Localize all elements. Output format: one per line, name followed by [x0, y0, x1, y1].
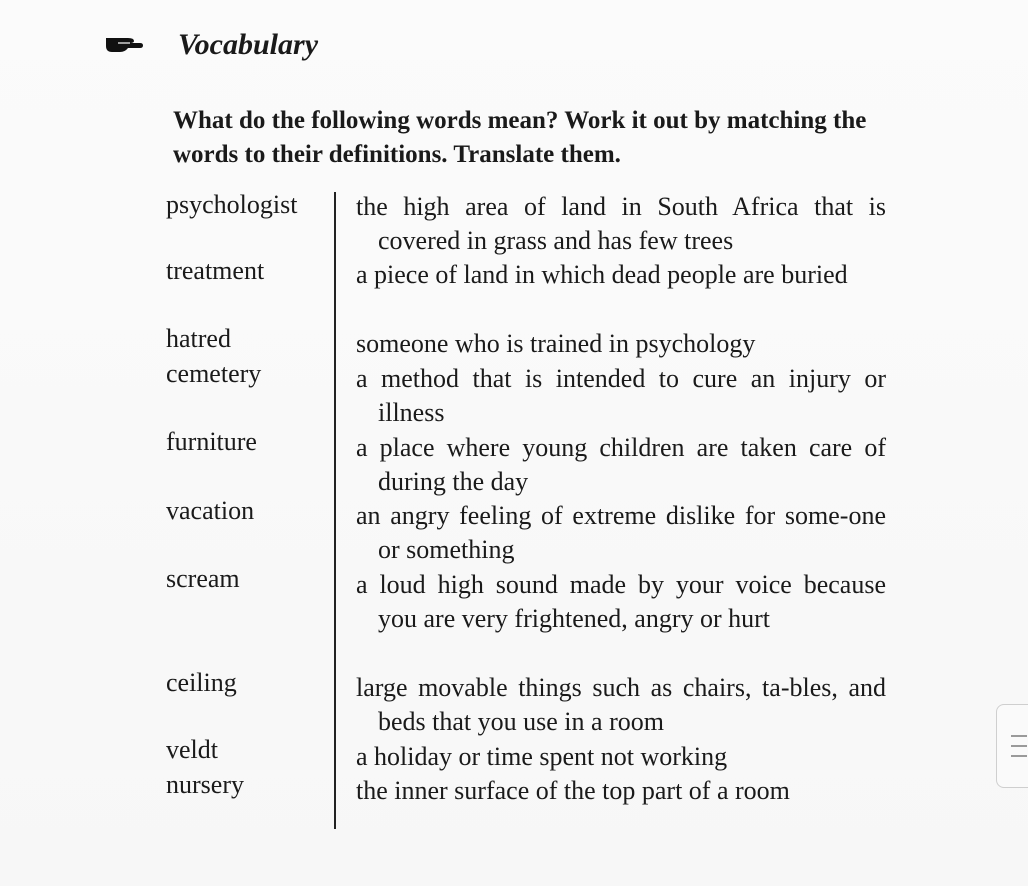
word-item: veldt	[166, 735, 218, 764]
word-item: nursery	[166, 770, 244, 799]
word-item: furniture	[166, 427, 257, 456]
definition-item: a piece of land in which dead people are buried	[356, 260, 848, 289]
word-item: scream	[166, 564, 240, 593]
definition-item: the high area of land in South Africa that is covered in grass and has few trees	[356, 192, 886, 255]
word-item: treatment	[166, 256, 265, 285]
word-item: psychologist	[166, 190, 298, 219]
word-item: vacation	[166, 496, 255, 525]
word-item: hatred	[166, 324, 231, 353]
definition-item: large movable things such as chairs, ta-bles, and beds that you use in a room	[356, 673, 886, 736]
definition-item: a loud high sound made by your voice because you are very frightened, angry or hurt	[356, 570, 886, 633]
definition-item: the inner surface of the top part of a room	[356, 776, 790, 805]
definition-item: a holiday or time spent not working	[356, 742, 728, 771]
instructions-text: What do the following words mean? Work it out by matching the words to their definitions. Translate them.	[173, 107, 867, 168]
column-divider	[334, 192, 336, 829]
definition-item: an angry feeling of extreme dislike for some-one or something	[356, 501, 886, 564]
definition-item: someone who is trained in psychology	[356, 329, 756, 358]
definition-item: a method that is intended to cure an injury or illness	[356, 364, 886, 427]
word-item: ceiling	[166, 668, 237, 697]
page-title: Vocabulary	[178, 28, 319, 61]
pointing-hand-icon	[104, 30, 144, 56]
word-item: cemetery	[166, 359, 262, 388]
side-menu-tab[interactable]	[996, 704, 1028, 788]
definition-item: a place where young children are taken care of during the day	[356, 433, 886, 496]
